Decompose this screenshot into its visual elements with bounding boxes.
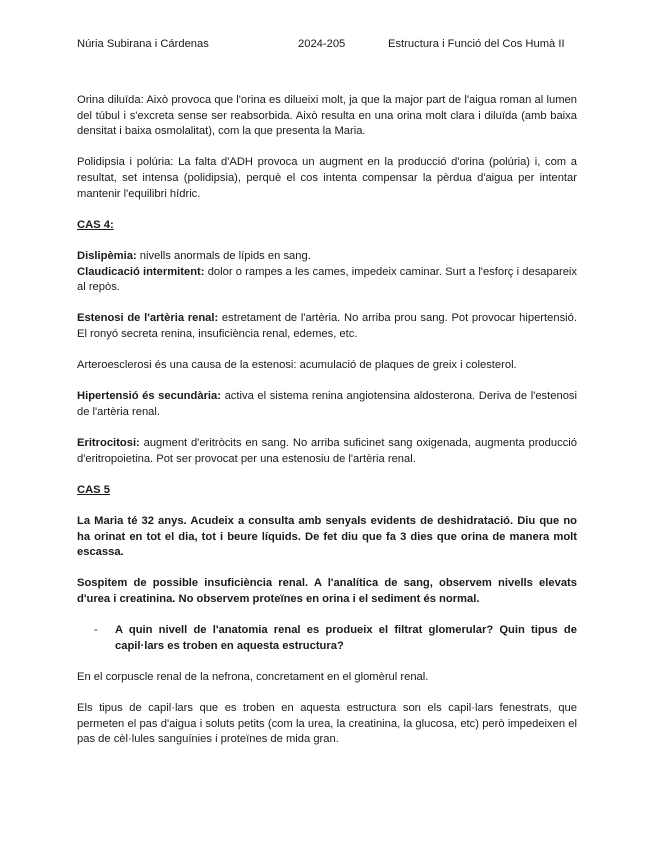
estenosi-term: Estenosi de l'artèria renal: (77, 312, 219, 325)
question-text: A quin nivell de l'anatomia renal es produeix el filtrat glomerular? Quin tipus de capil·lars es troben en aquesta estructura? (115, 624, 577, 652)
paragraph-polidipsia: Polidipsia i polúria: La falta d'ADH provoca un augment en la producció d'orina (polúria) i, com a resultat, set intensa (polidipsia), perquè el cos intenta compensar la pèrdua d'aigua per intentar mantenir l'equilibri hídric. (77, 156, 577, 200)
estenosi-text: estretament de l'artèria. No arriba prou sang. Pot provocar hipertensió. El ronyó secreta renina, insuficiència renal, edemes, etc. (77, 312, 577, 340)
hipertensio-definition (77, 389, 577, 420)
eritrocitosi-text: augment d'eritròcits en sang. No arriba suficinet sang oxigenada, augmenta producció d'eritropoietina. Pot ser provocat per una estenosiu de l'artèria renal. (77, 437, 577, 465)
dislipemia-term: Dislipèmia: (77, 249, 137, 262)
header-year: 2024-205 (298, 38, 346, 50)
claudicacio-text: dolor o rampes a les cames, impedeix caminar. Surt a l'esforç i desapareix al repòs. (77, 265, 577, 294)
cas5-sospita: Sospitem de possible insuficiència renal. A l'analítica de sang, observem nivells elevats d'urea i creatinina. No observem proteïnes en orina i el sediment és normal. (77, 577, 577, 605)
paragraph-orina-diluida: Orina diluïda: Això provoca que l'orina es dilueixi molt, ja que la major part de l'aigua roman al lumen del túbul i s'excreta sense ser reabsorbida. Això resulta en una orina molt clara i diluïda (amb baixa densitat i baixa osmolalitat), com la que presenta la Maria. (77, 94, 577, 138)
cas4-heading: CAS 4: (77, 218, 114, 231)
estenosi-definition (77, 311, 577, 342)
arteroesclerosi-paragraph: Arteroesclerosi és una causa de la estenosi: acumulació de plaques de greix i colesterol. (77, 359, 517, 372)
claudicacio-definition (77, 265, 577, 296)
hipertensio-text: activa el sistema renina angiotensina aldosterona. Deriva de l'estenosi de l'artèria renal. (77, 390, 577, 418)
question-bullet (77, 623, 577, 654)
eritrocitosi-definition (77, 436, 577, 467)
cas5-heading: CAS 5 (77, 483, 110, 496)
answer-paragraph-2: Els tipus de capil·lars que es troben en aquesta estructura son els capil·lars fenestrats, que permeten el pas d'aigua i soluts petits (com la urea, la creatinina, la glucosa, etc) però impedeixen el pas de cèl·lules sanguínies i proteïnes de mida gran. (77, 702, 577, 746)
dislipemia-text: nivells anormals de lípids en sang. (136, 249, 311, 262)
header-author: Núria Subirana i Cárdenas (77, 38, 209, 50)
eritrocitosi-term: Eritrocitosi: (77, 437, 140, 450)
hipertensio-term: Hipertensió és secundària: (77, 390, 221, 403)
claudicacio-term: Claudicació intermitent: (77, 265, 205, 278)
header-course: Estructura i Funció del Cos Humà II (388, 38, 565, 50)
dislipemia-definition (77, 249, 577, 265)
cas5-intro: La Maria té 32 anys. Acudeix a consulta amb senyals evidents de deshidratació. Diu que no ha orinat en tot el dia, tot i beure líquids. De fet diu que fa 3 dies que orina de manera molt escassa. (77, 515, 577, 559)
answer-paragraph-1: En el corpuscle renal de la nefrona, concretament en el glomèrul renal. (77, 670, 429, 683)
bullet-dash: - (94, 624, 98, 637)
document-body (77, 93, 577, 748)
page-header (77, 38, 585, 54)
